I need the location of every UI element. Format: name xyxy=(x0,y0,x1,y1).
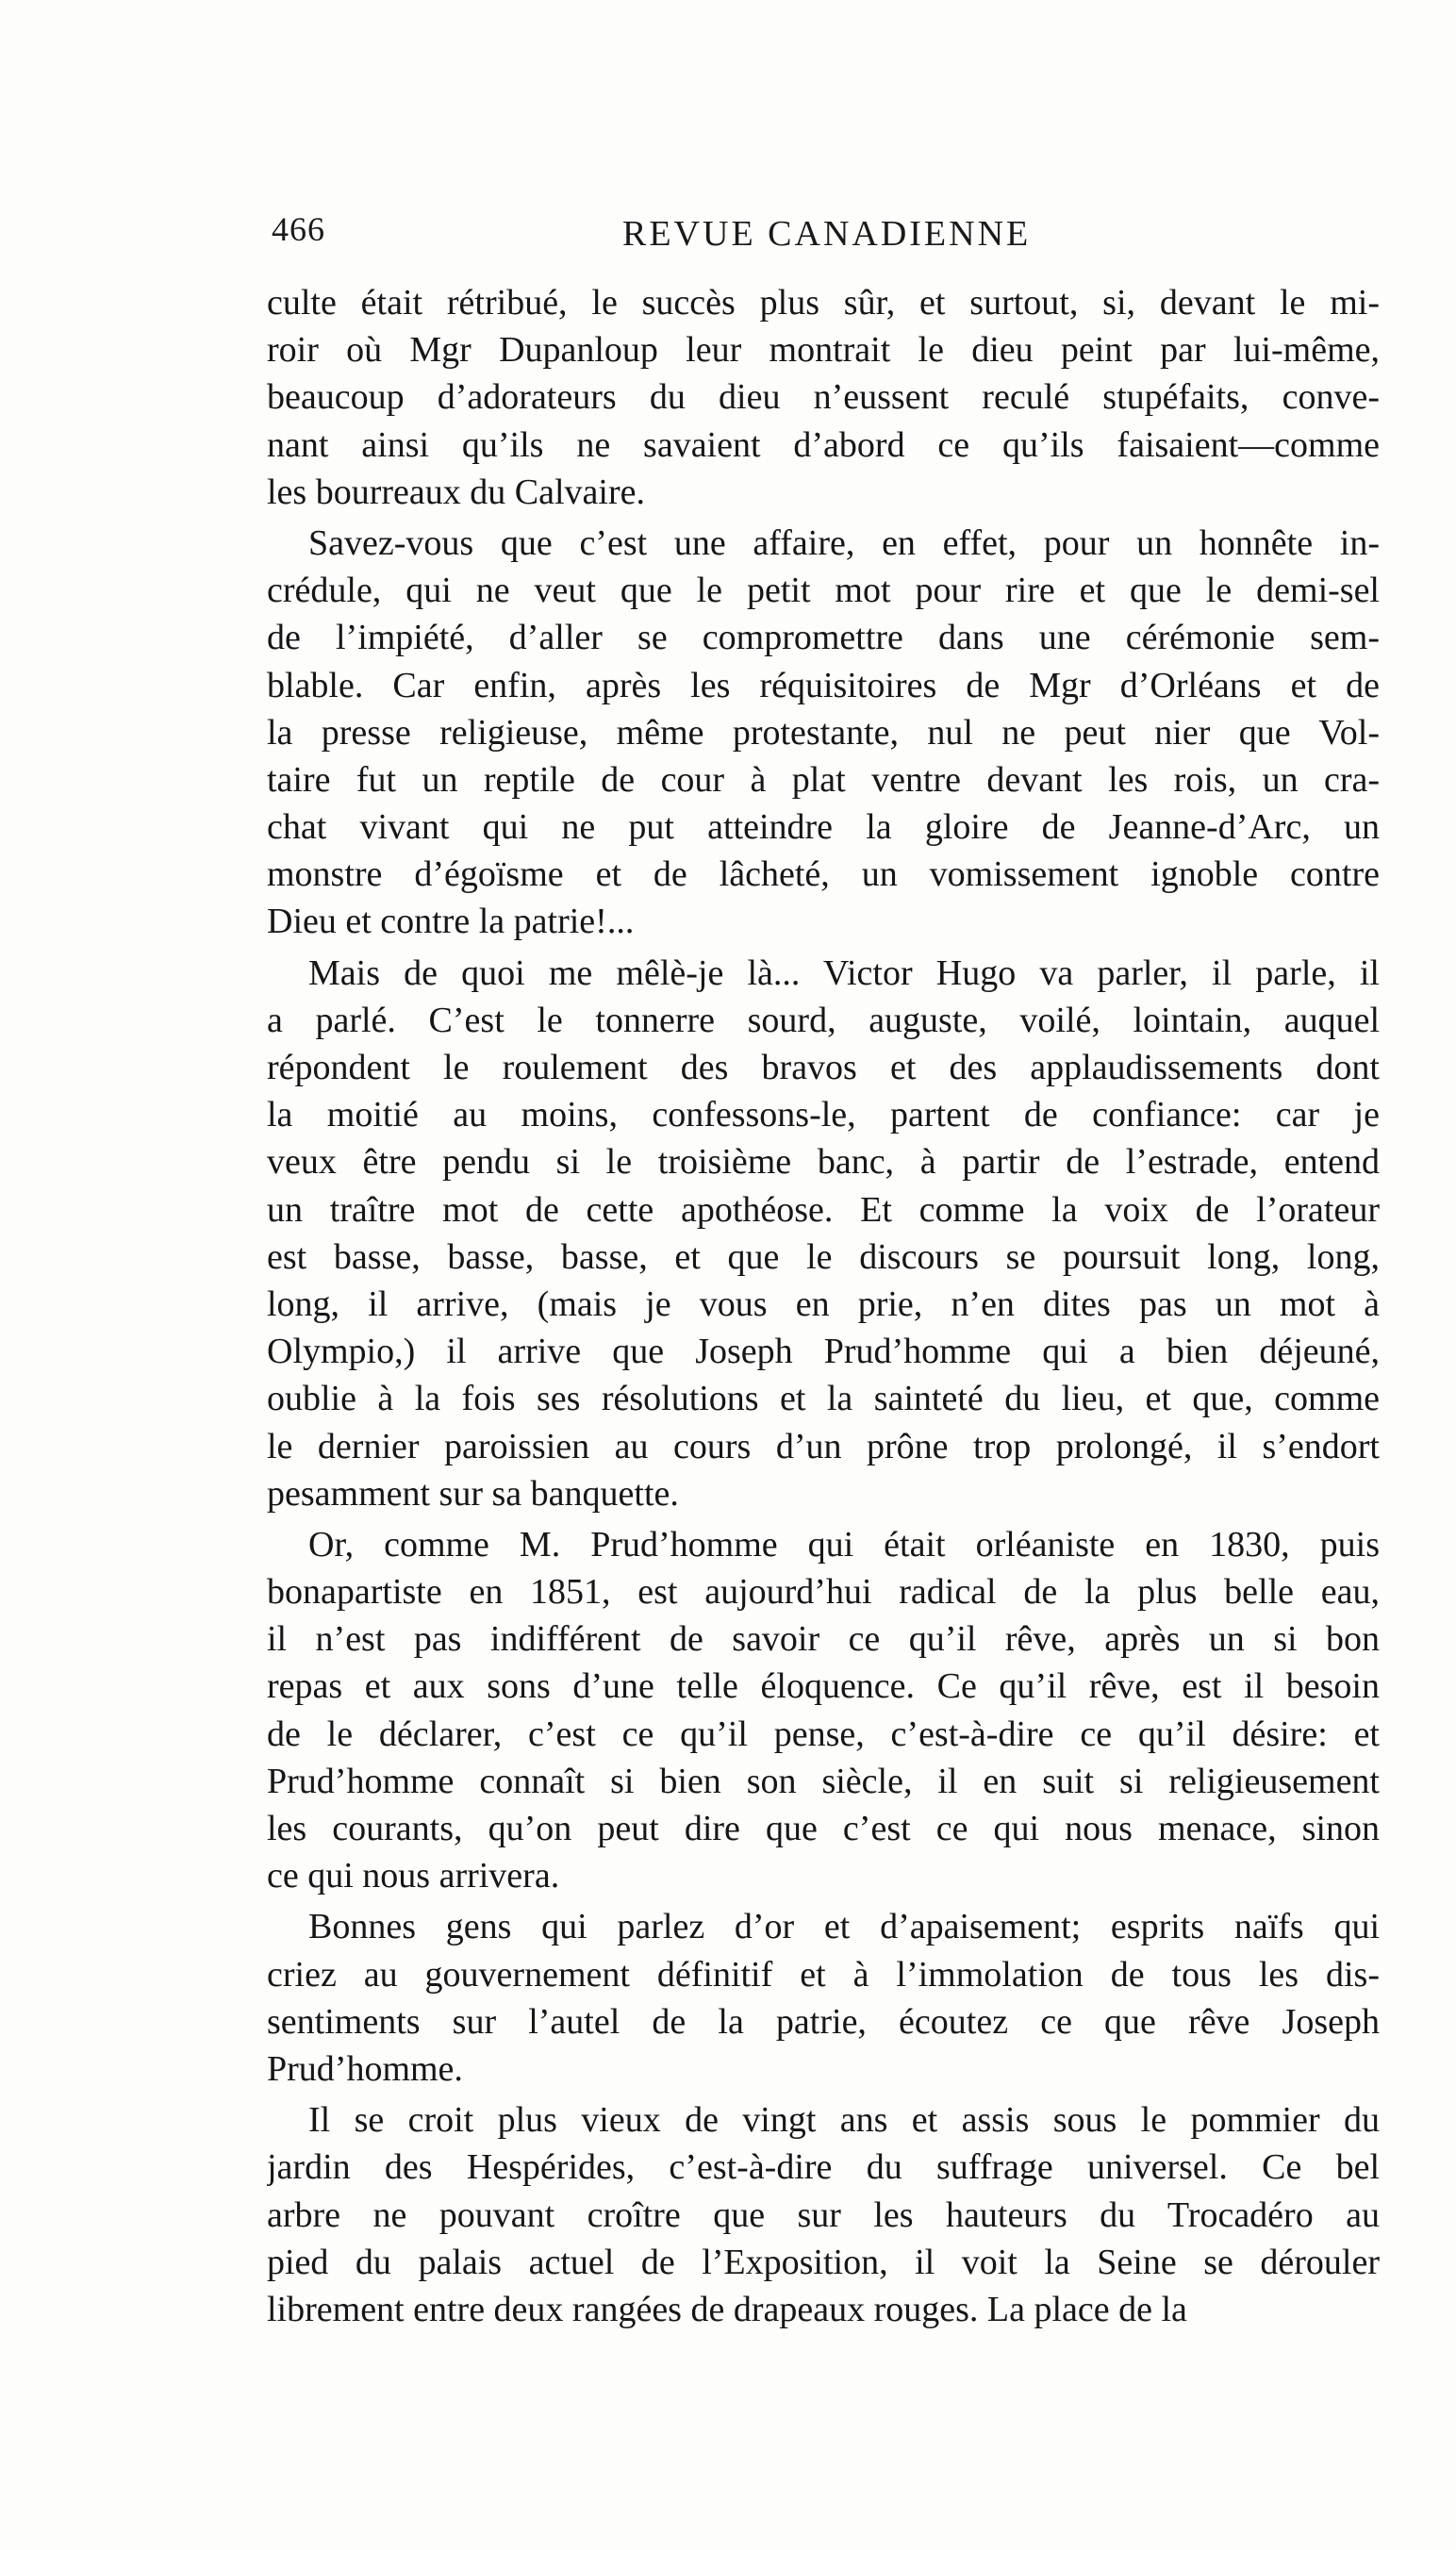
text-line: Mais de quoi me mêlè-je là... Victor Hugo va parler, il parle, il xyxy=(308,952,1380,993)
text-line: ce qui nous arrivera. xyxy=(267,1856,560,1896)
text-line: un traître mot de cette apothéose. Et comme la voix de l’orateur xyxy=(267,1189,1380,1230)
body-text xyxy=(267,279,1380,2333)
text-line: librement entre deux rangées de drapeaux rouges. La place de la xyxy=(267,2289,1187,2329)
text-line: pesamment sur sa banquette. xyxy=(267,1473,679,1514)
text-line: oublie à la fois ses résolutions et la sainteté du lieu, et que, comme xyxy=(267,1379,1380,1419)
text-line: pied du palais actuel de l’Exposition, il voit la Seine se dérouler xyxy=(267,2242,1380,2282)
text-line: sentiments sur l’autel de la patrie, écoutez ce que rêve Joseph xyxy=(267,2001,1380,2042)
text-line: le dernier paroissien au cours d’un prône trop prolongé, il s’endort xyxy=(267,1426,1380,1466)
text-line: les bourreaux du Calvaire. xyxy=(267,472,645,512)
paragraph xyxy=(267,950,1380,1517)
text-line: chat vivant qui ne put atteindre la gloire de Jeanne-d’Arc, un xyxy=(267,807,1380,848)
journal-title: REVUE CANADIENNE xyxy=(622,214,1032,254)
text-line: la moitié au moins, confessons-le, partent de confiance: car je xyxy=(267,1095,1380,1135)
text-line: est basse, basse, basse, et que le discours se poursuit long, long, xyxy=(267,1236,1380,1277)
text-line: monstre d’égoïsme et de lâcheté, un vomissement ignoble contre xyxy=(267,854,1380,895)
text-line: les courants, qu’on peut dire que c’est ce qui nous menace, sinon xyxy=(267,1809,1380,1848)
text-line: beaucoup d’adorateurs du dieu n’eussent reculé stupéfaits, conve- xyxy=(267,377,1380,418)
text-line: de l’impiété, d’aller se compromettre dans une cérémonie sem- xyxy=(267,618,1380,658)
text-line: jardin des Hespérides, c’est-à-dire du suffrage universel. Ce bel xyxy=(267,2147,1380,2188)
text-line: crédule, qui ne veut que le petit mot pour rire et que le demi-sel xyxy=(267,571,1380,611)
running-head xyxy=(272,209,1384,266)
paragraph xyxy=(267,520,1380,946)
text-line: roir où Mgr Dupanloup leur montrait le dieu peint par lui-même, xyxy=(267,330,1380,371)
page-number: 466 xyxy=(272,210,325,248)
text-line: arbre ne pouvant croître que sur les hauteurs du Trocadéro au xyxy=(267,2194,1380,2235)
text-line: Or, comme M. Prud’homme qui était orléaniste en 1830, puis xyxy=(308,1524,1380,1565)
text-line: Il se croit plus vieux de vingt ans et assis sous le pommier du xyxy=(308,2100,1380,2141)
text-line: de le déclarer, c’est ce qu’il pense, c’est-à-dire ce qu’il désire: et xyxy=(267,1714,1380,1754)
text-line: Prud’homme connaît si bien son siècle, il en suit si religieusement xyxy=(267,1761,1380,1801)
text-line: il n’est pas indifférent de savoir ce qu’il rêve, après un si bon xyxy=(267,1619,1380,1660)
text-line: Savez-vous que c’est une affaire, en effet, pour un honnête in- xyxy=(308,522,1380,563)
text-line: taire fut un reptile de cour à plat ventre devant les rois, un cra- xyxy=(267,759,1380,800)
text-line: a parlé. C’est le tonnerre sourd, auguste, voilé, lointain, auquel xyxy=(267,1000,1380,1040)
text-line: la presse religieuse, même protestante, nul ne peut nier que Vol- xyxy=(267,712,1380,753)
text-line: Bonnes gens qui parlez d’or et d’apaisement; esprits naïfs qui xyxy=(308,1907,1380,1947)
text-line: répondent le roulement des bravos et des applaudissements dont xyxy=(267,1048,1380,1087)
paragraph xyxy=(267,279,1380,516)
text-line: long, il arrive, (mais je vous en prie, n’en dites pas un mot à xyxy=(267,1283,1380,1324)
text-line: blable. Car enfin, après les réquisitoires de Mgr d’Orléans et de xyxy=(267,665,1380,705)
text-line: Olympio,) il arrive que Joseph Prud’homme qui a bien déjeuné, xyxy=(267,1332,1380,1372)
text-line: criez au gouvernement définitif et à l’immolation de tous les dis- xyxy=(267,1954,1380,1995)
paragraph xyxy=(267,2096,1380,2333)
text-line: Dieu et contre la patrie!... xyxy=(267,902,635,942)
text-line: culte était rétribué, le succès plus sûr, et surtout, si, devant le mi- xyxy=(267,283,1380,323)
text-line: nant ainsi qu’ils ne savaient d’abord ce qu’ils faisaient—comme xyxy=(267,424,1380,465)
text-line: veux être pendu si le troisième banc, à partir de l’estrade, entend xyxy=(267,1142,1380,1183)
text-line: bonapartiste en 1851, est aujourd’hui radical de la plus belle eau, xyxy=(267,1572,1380,1613)
paragraph xyxy=(267,1903,1380,2093)
text-line: Prud’homme. xyxy=(267,2048,463,2089)
paragraph xyxy=(267,1521,1380,1900)
text-line: repas et aux sons d’une telle éloquence. Ce qu’il rêve, est il besoin xyxy=(267,1666,1380,1707)
